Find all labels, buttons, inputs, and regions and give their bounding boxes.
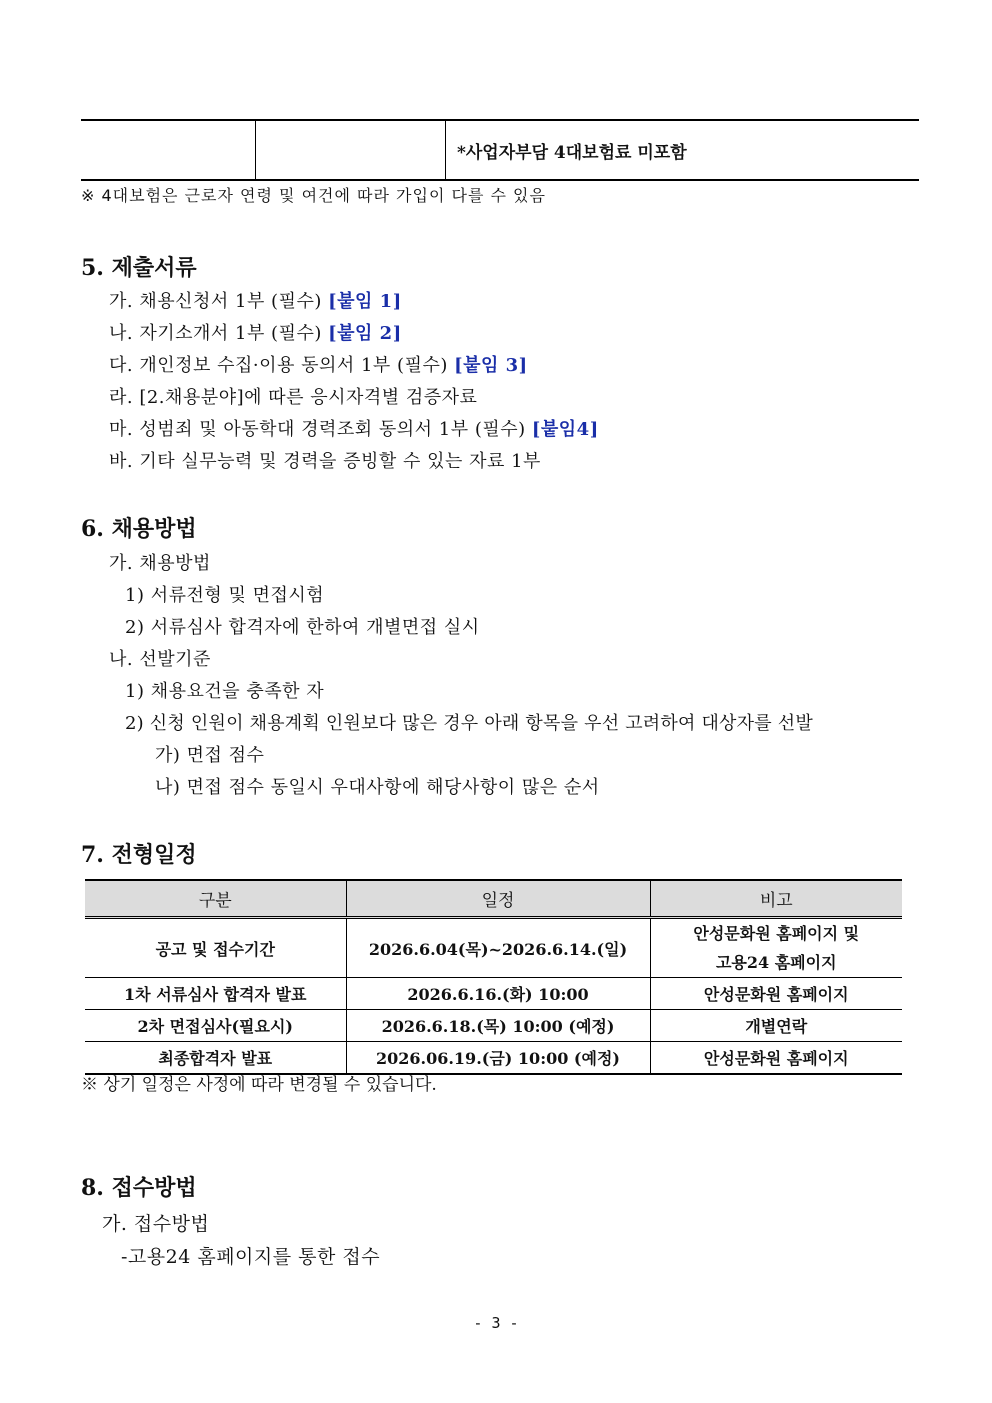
list-item: 가) 면접 점수	[155, 745, 265, 766]
attachment-ref: [붙임 2]	[328, 323, 402, 344]
table-header-row	[85, 880, 902, 918]
section-8-title: 8. 접수방법	[81, 1175, 197, 1201]
table-cell: 2차 면접심사(필요시)	[85, 1010, 346, 1042]
schedule-footnote: ※ 상기 일정은 사정에 따라 변경될 수 있습니다.	[81, 1075, 437, 1095]
list-item: -고용24 홈페이지를 통한 접수	[121, 1246, 381, 1268]
column-header: 일정	[346, 880, 650, 918]
attachment-ref: [붙임 1]	[328, 291, 402, 312]
table-cell: 2026.6.04(목)~2026.6.14.(일)	[346, 918, 650, 978]
attachment-ref: [붙임 3]	[454, 355, 528, 376]
table-cell: 안성문화원 홈페이지	[650, 1042, 902, 1075]
table-cell: 안성문화원 홈페이지 및 고용24 홈페이지	[650, 918, 902, 978]
table-row	[85, 1010, 902, 1042]
list-item: 나. 자기소개서 1부 (필수) [붙임 2]	[109, 323, 402, 344]
section-5-title: 5. 제출서류	[81, 255, 197, 281]
table-cell: 2026.6.18.(목) 10:00 (예정)	[346, 1010, 650, 1042]
list-item: 바. 기타 실무능력 및 경력을 증빙할 수 있는 자료 1부	[109, 451, 541, 472]
top-table-fragment	[81, 119, 919, 181]
table-row	[85, 978, 902, 1010]
table-divider	[445, 121, 446, 179]
table-cell: 안성문화원 홈페이지	[650, 978, 902, 1010]
list-item: 가. 채용방법	[109, 553, 211, 574]
table-cell: 2026.06.19.(금) 10:00 (예정)	[346, 1042, 650, 1075]
list-item: 나) 면접 점수 동일시 우대사항에 해당사항이 많은 순서	[155, 777, 600, 798]
list-item: 1) 서류전형 및 면접시험	[125, 585, 325, 606]
table-cell: 공고 및 접수기간	[85, 918, 346, 978]
section-7-title: 7. 전형일정	[81, 842, 197, 868]
table-cell: 1차 서류심사 합격자 발표	[85, 978, 346, 1010]
table-row	[85, 918, 902, 978]
list-item: 2) 서류심사 합격자에 한하여 개별면접 실시	[125, 617, 480, 638]
table-cell: 개별연락	[650, 1010, 902, 1042]
insurance-cost-note: *사업자부담 4대보험료 미포함	[457, 143, 687, 163]
list-item: 마. 성범죄 및 아동학대 경력조회 동의서 1부 (필수) [붙임4]	[109, 419, 599, 440]
list-item: 나. 선발기준	[109, 649, 211, 670]
table-cell: 최종합격자 발표	[85, 1042, 346, 1075]
schedule-table	[85, 879, 902, 1075]
list-item: 다. 개인정보 수집·이용 동의서 1부 (필수) [붙임 3]	[109, 355, 528, 376]
attachment-ref: [붙임4]	[531, 419, 599, 440]
page-number: - 3 -	[473, 1314, 519, 1332]
column-header: 비고	[650, 880, 902, 918]
column-header: 구분	[85, 880, 346, 918]
table-divider	[255, 121, 256, 179]
list-item: 라. [2.채용분야]에 따른 응시자격별 검증자료	[109, 387, 478, 408]
list-item: 1) 채용요건을 충족한 자	[125, 681, 325, 702]
table-cell: 2026.6.16.(화) 10:00	[346, 978, 650, 1010]
list-item: 가. 채용신청서 1부 (필수) [붙임 1]	[109, 291, 402, 312]
list-item: 2) 신청 인원이 채용계획 인원보다 많은 경우 아래 항목을 우선 고려하여 대상자를 선발	[125, 713, 813, 734]
list-item: 가. 접수방법	[102, 1213, 210, 1235]
section-6-title: 6. 채용방법	[81, 516, 197, 542]
insurance-note: ※ 4대보험은 근로자 연령 및 여건에 따라 가입이 다를 수 있음	[81, 186, 546, 205]
